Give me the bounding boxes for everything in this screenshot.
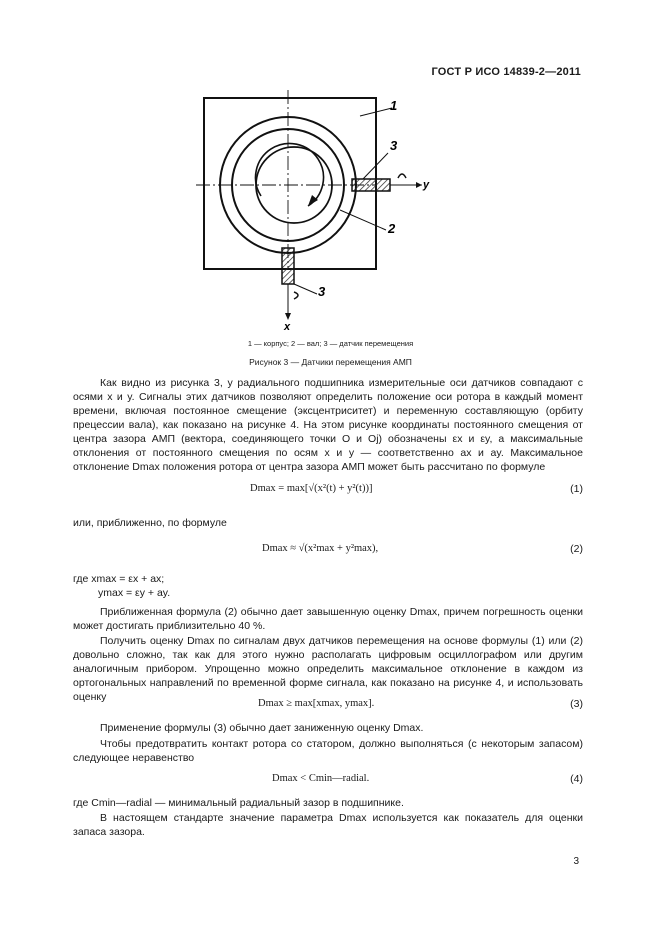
formula-2: Dmax ≈ √(x²max + y²max), <box>262 543 379 554</box>
paragraph-4: Приближенная формула (2) обычно дает завышенную оценку Dmax, причем погрешность оценки может достигать приблизительно 40 %. <box>73 606 583 632</box>
x-axis-arrow <box>285 313 291 320</box>
formula-3-number: (3) <box>570 698 583 710</box>
label-3b: 3 <box>318 284 326 299</box>
paragraph-7-block <box>73 737 583 765</box>
paragraph-3a: где xmax = εx + ax; <box>73 573 165 585</box>
paragraph-2: или, приближенно, по формуле <box>73 517 227 529</box>
paragraph-6: Применение формулы (3) обычно дает заниженную оценку Dmax. <box>100 722 424 734</box>
label-x: x <box>284 321 291 333</box>
paragraph-5: Получить оценку Dmax по сигналам двух датчиков перемещения на основе формулы (1) или (2) довольно сложно, так как для этого нужно располагать цифровым осциллографом или другим аналогичным прибором. Упрощенно можно определить максимальное отклонение в каждом из ортогональных направлений по временной форме сигнала, как показано на рисунке 4, и использовать оценку <box>73 635 583 703</box>
paragraph-2-block <box>73 516 583 530</box>
formula-4-number: (4) <box>570 773 583 785</box>
formula-3: Dmax ≥ max[xmax, ymax]. <box>258 698 375 709</box>
paragraph-6-block <box>73 721 583 735</box>
page-number: 3 <box>573 856 579 867</box>
label-y: y <box>423 179 430 191</box>
amb-sensor-figure <box>190 88 430 338</box>
formula-1: Dmax = max[√(x²(t) + y²(t))] <box>250 483 373 494</box>
paragraph-4-block <box>73 605 583 633</box>
paragraph-5-block <box>73 634 583 704</box>
y-axis-arrow <box>416 182 422 188</box>
paragraph-7: Чтобы предотвратить контакт ротора со статором, должно выполняться (с некоторым запасом) следующее неравенство <box>73 738 583 764</box>
label-3a: 3 <box>390 138 398 153</box>
formula-4: Dmax < Cmin—radial. <box>272 773 370 784</box>
sensor-y <box>352 179 390 191</box>
document-id: ГОСТ Р ИСО 14839-2—2011 <box>431 66 581 78</box>
rotation-arrow <box>308 195 318 206</box>
paragraph-9: В настоящем стандарте значение параметра Dmax используется как показатель для оценки запаса зазора. <box>73 812 583 838</box>
sensor-x <box>282 248 294 284</box>
paragraph-8: где Cmin—radial — минимальный радиальный зазор в подшипнике. <box>73 797 404 809</box>
label-2: 2 <box>388 221 396 236</box>
figure-title: Рисунок 3 — Датчики перемещения АМП <box>249 357 412 367</box>
paragraph-1: Как видно из рисунка 3, у радиального подшипника измерительные оси датчиков совпадают с осями x и y. Сигналы этих датчиков позволяют определить положение оси ротора в каждый момент времени, включая постоянное смещение (эксцентриситет) и переменную составляющую (орбиту прецессии вала), как показано на рисунке 4. На этом рисунке координаты постоянного смещения от центра зазора АМП (вектора, соединяющего точки O и Oj) обозначены εx и εy, а максимальные отклонения от постоянного смещения по осям x и y — соответственно ax и ay. Максимальное отклонение Dmax положения ротора от центра зазора АМП может быть рассчитано по формуле <box>73 377 583 473</box>
figure-legend: 1 — корпус; 2 — вал; 3 — датчик перемещения <box>247 339 414 348</box>
label-1: 1 <box>390 98 398 113</box>
paragraph-3b: ymax = εy + ay. <box>98 587 171 599</box>
formula-1-number: (1) <box>570 483 583 495</box>
paragraph-8-block <box>73 796 583 810</box>
paragraph-1-block <box>73 376 583 474</box>
formula-2-number: (2) <box>570 543 583 555</box>
paragraph-3-block <box>73 572 583 600</box>
paragraph-9-block <box>73 811 583 839</box>
housing-rect <box>204 98 376 269</box>
